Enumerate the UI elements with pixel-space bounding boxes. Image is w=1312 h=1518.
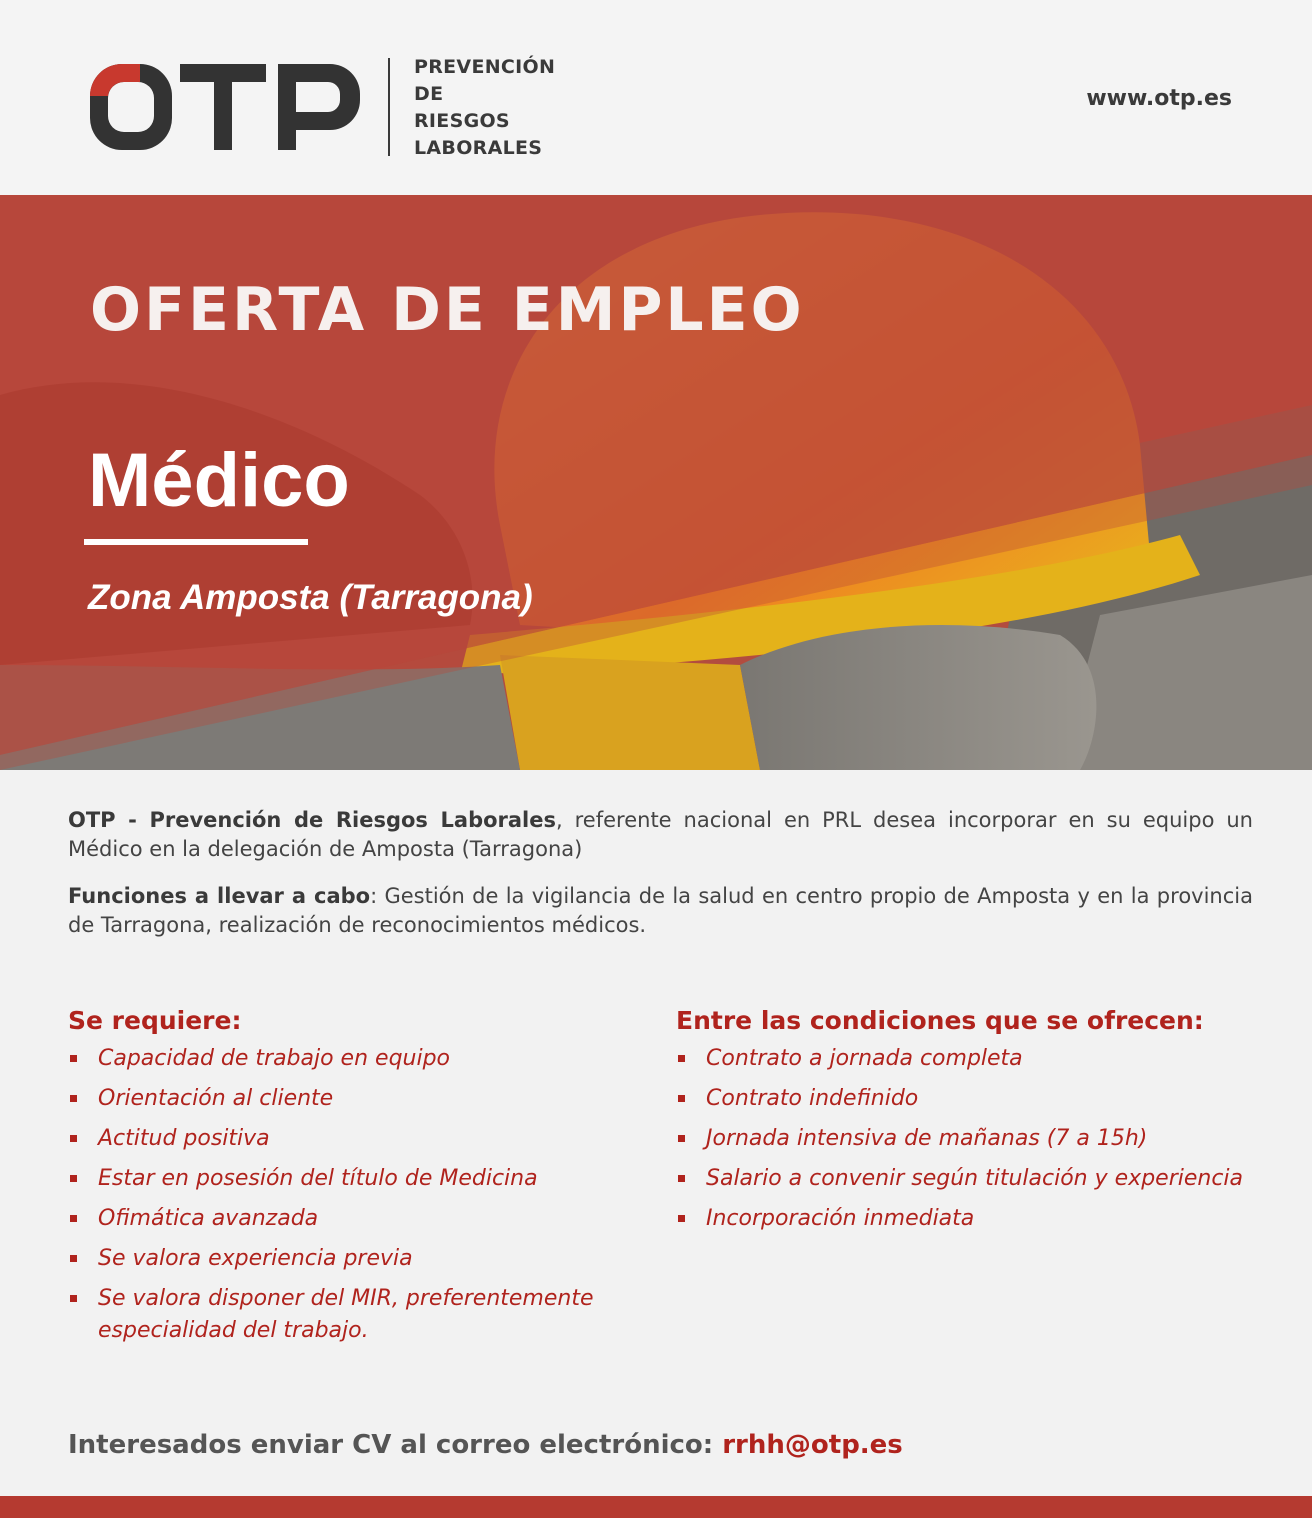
list-item-text: Estar en posesión del título de Medicina (98, 1166, 538, 1191)
square-bullet-icon (70, 1295, 77, 1302)
list-item (676, 1043, 1256, 1075)
list-item (68, 1083, 628, 1115)
square-bullet-icon (70, 1215, 77, 1222)
list-item-text: Contrato indefinido (706, 1086, 919, 1111)
website-link[interactable]: www.otp.es (1086, 86, 1232, 111)
job-title: Médico (88, 438, 350, 523)
logo-tagline (414, 54, 555, 162)
list-item-text: Capacidad de trabajo en equipo (98, 1046, 451, 1071)
job-description (68, 806, 1253, 958)
list-item-text: Jornada intensiva de mañanas (7 a 15h) (706, 1126, 1148, 1151)
list-item-text: Orientación al cliente (98, 1086, 334, 1111)
square-bullet-icon (70, 1055, 77, 1062)
list-item (676, 1163, 1256, 1195)
square-bullet-icon (70, 1095, 77, 1102)
list-item-text: Incorporación inmediata (706, 1206, 975, 1231)
square-bullet-icon (678, 1135, 685, 1142)
hero-title: OFERTA DE EMPLEO (90, 275, 805, 345)
footer-bar (0, 1496, 1312, 1518)
company-name: OTP - Prevención de Riesgos Laborales (68, 808, 556, 832)
square-bullet-icon (678, 1055, 685, 1062)
square-bullet-icon (70, 1255, 77, 1262)
functions-label: Funciones a llevar a cabo (68, 884, 371, 908)
job-location: Zona Amposta (Tarragona) (88, 578, 533, 617)
list-item (676, 1203, 1256, 1235)
hero-banner (0, 195, 1312, 770)
logo-tagline-line: DE (414, 83, 444, 105)
list-item (68, 1163, 628, 1195)
conditions-heading: Entre las condiciones que se ofrecen: (676, 1006, 1204, 1035)
job-title-underline (84, 539, 308, 545)
logo-tagline-line: PREVENCIÓN (414, 56, 556, 78)
list-item (68, 1243, 628, 1275)
intro-text: , referente nacional en PRL desea incorporar en su equipo un Médico en la delegación de Amposta (Tarragona) (68, 808, 1253, 861)
list-item (68, 1123, 628, 1155)
otp-logo (82, 52, 372, 162)
list-item-text: Salario a convenir según titulación y experiencia (706, 1166, 1244, 1191)
intro-paragraph (68, 806, 1253, 864)
requirements-heading: Se requiere: (68, 1006, 242, 1035)
logo-tagline-line: RIESGOS (414, 110, 510, 132)
square-bullet-icon (70, 1175, 77, 1182)
list-item-text: Actitud positiva (98, 1126, 270, 1151)
list-item-text: Se valora experiencia previa (98, 1246, 413, 1271)
contact-email-link[interactable]: rrhh@otp.es (722, 1430, 903, 1460)
list-item (68, 1283, 628, 1347)
square-bullet-icon (70, 1135, 77, 1142)
list-item (676, 1123, 1256, 1155)
requirements-list (68, 1043, 628, 1347)
list-item-text: Se valora disponer del MIR, preferentemente especialidad del trabajo. (98, 1286, 594, 1343)
square-bullet-icon (678, 1175, 685, 1182)
page-header (0, 0, 1312, 195)
square-bullet-icon (678, 1095, 685, 1102)
requirements-section (68, 1006, 628, 1355)
list-item-text: Contrato a jornada completa (706, 1046, 1023, 1071)
list-item (68, 1203, 628, 1235)
logo-tagline-line: LABORALES (414, 137, 543, 159)
contact-prefix: Interesados enviar CV al correo electrónico: (68, 1430, 723, 1460)
conditions-section (676, 1006, 1256, 1243)
functions-paragraph (68, 882, 1253, 940)
list-item (676, 1083, 1256, 1115)
functions-text: : Gestión de la vigilancia de la salud en centro propio de Amposta y en la provincia de Tarragona, realización de reconocimientos médicos. (68, 884, 1253, 937)
conditions-list (676, 1043, 1256, 1235)
list-item-text: Ofimática avanzada (98, 1206, 319, 1231)
square-bullet-icon (678, 1215, 685, 1222)
list-item (68, 1043, 628, 1075)
contact-line (68, 1430, 903, 1460)
logo-divider (388, 58, 390, 156)
